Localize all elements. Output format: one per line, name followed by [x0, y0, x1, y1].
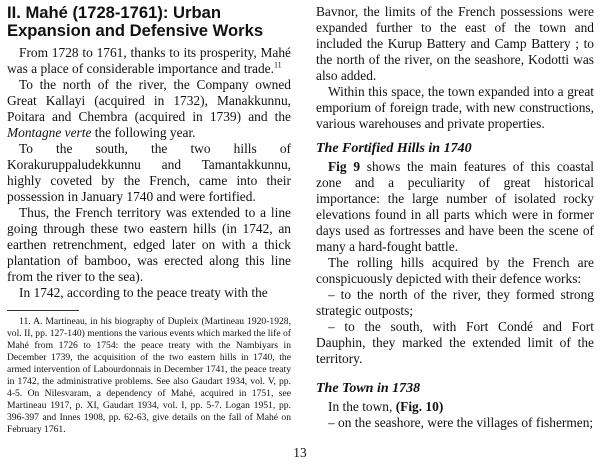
- footnote-divider: [7, 310, 79, 311]
- paragraph: Thus, the French territory was extended to a line going through these two eastern hills (in 1742, an earthen retrenchment, edged later on with a thick plantation of bamboo, was erected along this line from the river to the sea).: [7, 205, 291, 284]
- paragraph-text: shows the main features of this coastal zone and a peculiarity of great historical importance: the large number of isolated rocky elevations found in all parts which were in former days used as fortresses and have been the scene of many a hard-fought battle.: [316, 159, 594, 254]
- paragraph-text: To the north of the river, the Company owned Great Kallayi (acquired in 1732), Manakkunnu, Poitara and Chembra (acquired in 1739) and the: [7, 77, 291, 124]
- paragraph: The rolling hills acquired by the French are conspicuously depicted with their defence works:: [316, 255, 594, 286]
- italic-term: Montagne verte: [7, 125, 92, 140]
- subsection-heading: The Fortified Hills in 1740: [316, 141, 472, 156]
- figure-reference: (Fig. 10): [395, 399, 444, 414]
- left-column: [7, 4, 291, 436]
- paragraph: – to the south, with Fort Condé and Fort Dauphin, they marked the extended limit of the territory.: [316, 319, 594, 366]
- paragraph-text: the following year.: [91, 125, 196, 140]
- paragraph: [316, 399, 594, 415]
- subsection-heading: The Town in 1738: [316, 381, 421, 396]
- section-heading: II. Mahé (1728-1761): Urban Expansion and Defensive Works: [7, 3, 264, 40]
- paragraph: – on the seashore, were the villages of fishermen;: [328, 415, 594, 430]
- right-column: [316, 4, 594, 431]
- paragraph: [316, 159, 594, 255]
- paragraph: [7, 77, 291, 141]
- paragraph: Bavnor, the limits of the French possessions were expanded further to the east of the town and included the Kurup Battery and Camp Battery ; to the north of the river, on the seashore, Kodotti was also added.: [316, 4, 594, 83]
- paragraph-text: In the town,: [328, 399, 396, 414]
- paragraph: To the south, the two hills of Korakuruppaludekkunnu and Tamantakkunnu, highly coveted by the French, came into their possession in January 1740 and were fortified.: [7, 141, 291, 204]
- figure-reference: Fig 9: [328, 159, 361, 174]
- paragraph: – to the north of the river, they formed strong strategic outposts;: [316, 287, 594, 318]
- page-number: 13: [293, 445, 307, 460]
- paragraph: In 1742, according to the peace treaty with the: [19, 285, 268, 300]
- paragraph: [7, 45, 291, 77]
- paragraph-text: From 1728 to 1761, thanks to its prosperity, Mahé was a place of considerable importance and trade.: [7, 45, 291, 76]
- paragraph: Within this space, the town expanded into a great emporium of foreign trade, with new constructions, various warehouses and private properties.: [316, 84, 594, 131]
- footnote-reference: 11: [273, 60, 282, 70]
- footnote: 11. A. Martineau, in his biography of Dupleix (Martineau 1920-1928, vol. II, pp. 127-140) mentions the various events which marked the life of Mahé from 1726 to 1754: the peace treaty with the Nambiyars in December 1739, the acquisition of the two eastern hills in 1740, the armed intervention of Labourdonnais in December 1741, the peace treaty in 1742, the administrative problems. See also Gaudart 1934, vol. V, pp. 4-5. On Nilesvaram, a dependency of Mahé, acquired in 1751, see Martineau 1917, p. XI, Gaudart 1934, vol. I, pp. 5-7. Logan 1951, pp. 396-397 and Innes 1908, pp. 62-63, give details on the fall of Mahé on February 1761.: [7, 316, 291, 435]
